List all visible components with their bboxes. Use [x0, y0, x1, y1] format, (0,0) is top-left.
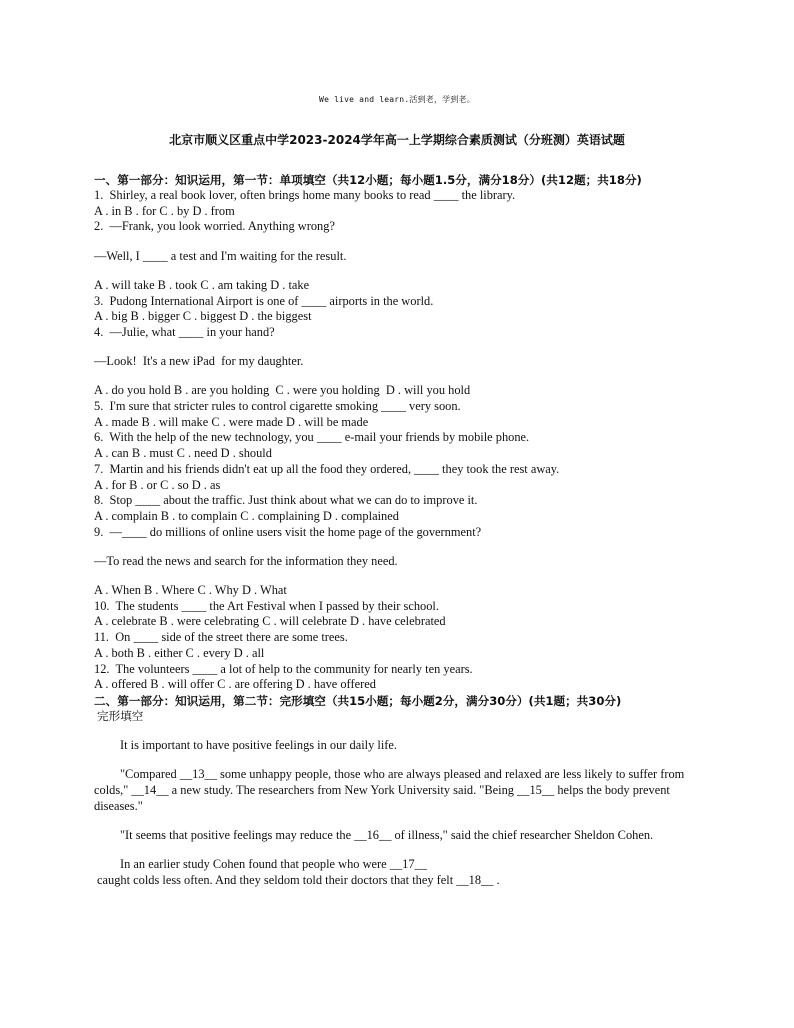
- cloze-label: 完形填空: [97, 708, 144, 723]
- question-line: 12. The volunteers ____ a lot of help to the community for nearly ten years.: [94, 661, 473, 676]
- cloze-paragraph: "It seems that positive feelings may reduce the __16__ of illness," said the chief researcher Sheldon Cohen.: [120, 828, 654, 842]
- dialogue-line: —To read the news and search for the information they need.: [94, 553, 398, 568]
- document-body: [94, 172, 700, 889]
- options-line: A . can B . must C . need D . should: [94, 446, 272, 461]
- cloze-paragraph: It is important to have positive feelings in our daily life.: [120, 738, 398, 753]
- options-line: A . do you hold B . are you holding C . were you holding D . will you hold: [94, 383, 471, 398]
- options-line: A . for B . or C . so D . as: [94, 477, 221, 492]
- spacer: [94, 844, 700, 858]
- question-line: 5. I'm sure that stricter rules to control cigarette smoking ____ very soon.: [94, 399, 461, 414]
- spacer: [94, 754, 700, 768]
- spacer: [94, 370, 700, 384]
- question-line: 3. Pudong International Airport is one of ____ airports in the world.: [94, 293, 434, 308]
- question-line: 4. —Julie, what ____ in your hand?: [94, 324, 275, 339]
- question-line: 6. With the help of the new technology, you ____ e-mail your friends by mobile phone.: [94, 430, 530, 445]
- options-line: A . celebrate B . were celebrating C . will celebrate D . have celebrated: [94, 614, 446, 629]
- section1-heading: 一、第一部分：知识运用，第一节：单项填空（共12小题；每小题1.5分，满分18分）(共12题；共18分): [94, 173, 642, 187]
- options-line: A . will take B . took C . am taking D . take: [94, 277, 310, 292]
- spacer: [94, 540, 700, 554]
- spacer: [94, 725, 700, 739]
- question-line: 9. —____ do millions of online users visit the home page of the government?: [94, 524, 482, 539]
- question-line: 2. —Frank, you look worried. Anything wrong?: [94, 219, 335, 234]
- options-line: A . When B . Where C . Why D . What: [94, 583, 287, 598]
- spacer: [94, 264, 700, 278]
- dialogue-line: —Look! It's a new iPad for my daughter.: [94, 354, 304, 369]
- options-line: A . offered B . will offer C . are offering D . have offered: [94, 677, 376, 692]
- question-line: 11. On ____ side of the street there are some trees.: [94, 630, 348, 645]
- spacer: [94, 815, 700, 829]
- options-line: A . big B . bigger C . biggest D . the biggest: [94, 309, 312, 324]
- cloze-paragraph: "Compared __13__ some unhappy people, those who are always pleased and relaxed are less likely to suffer from colds," __14__ a new study. The researchers from New York University said. "Being __15__ helps the body prevent diseases.": [94, 767, 685, 813]
- question-line: 10. The students ____ the Art Festival when I passed by their school.: [94, 598, 439, 613]
- question-line: 8. Stop ____ about the traffic. Just think about what we can do to improve it.: [94, 493, 478, 508]
- options-line: A . in B . for C . by D . from: [94, 203, 235, 218]
- options-line: A . both B . either C . every D . all: [94, 645, 265, 660]
- options-line: A . made B . will make C . were made D . will be made: [94, 414, 369, 429]
- cloze-line: caught colds less often. And they seldom told their doctors that they felt __18__ .: [97, 872, 500, 887]
- spacer: [94, 235, 700, 249]
- document-title: 北京市顺义区重点中学2023-2024学年高一上学期综合素质测试（分班测）英语试题: [169, 133, 625, 147]
- section2-heading: 二、第一部分：知识运用，第二节：完形填空（共15小题；每小题2分，满分30分）(共1题；共30分): [94, 693, 622, 708]
- cloze-paragraph: In an earlier study Cohen found that people who were __17__: [120, 857, 427, 872]
- dialogue-line: —Well, I ____ a test and I'm waiting for the result.: [94, 248, 347, 263]
- header-motto: We live and learn.活到老，学到老。: [319, 95, 475, 104]
- options-line: A . complain B . to complain C . complaining D . complained: [94, 508, 399, 523]
- spacer: [94, 341, 700, 355]
- question-line: 7. Martin and his friends didn't eat up all the food they ordered, ____ they took the rest away.: [94, 461, 560, 476]
- question-line: 1. Shirley, a real book lover, often brings home many books to read ____ the library.: [94, 188, 516, 202]
- spacer: [94, 570, 700, 584]
